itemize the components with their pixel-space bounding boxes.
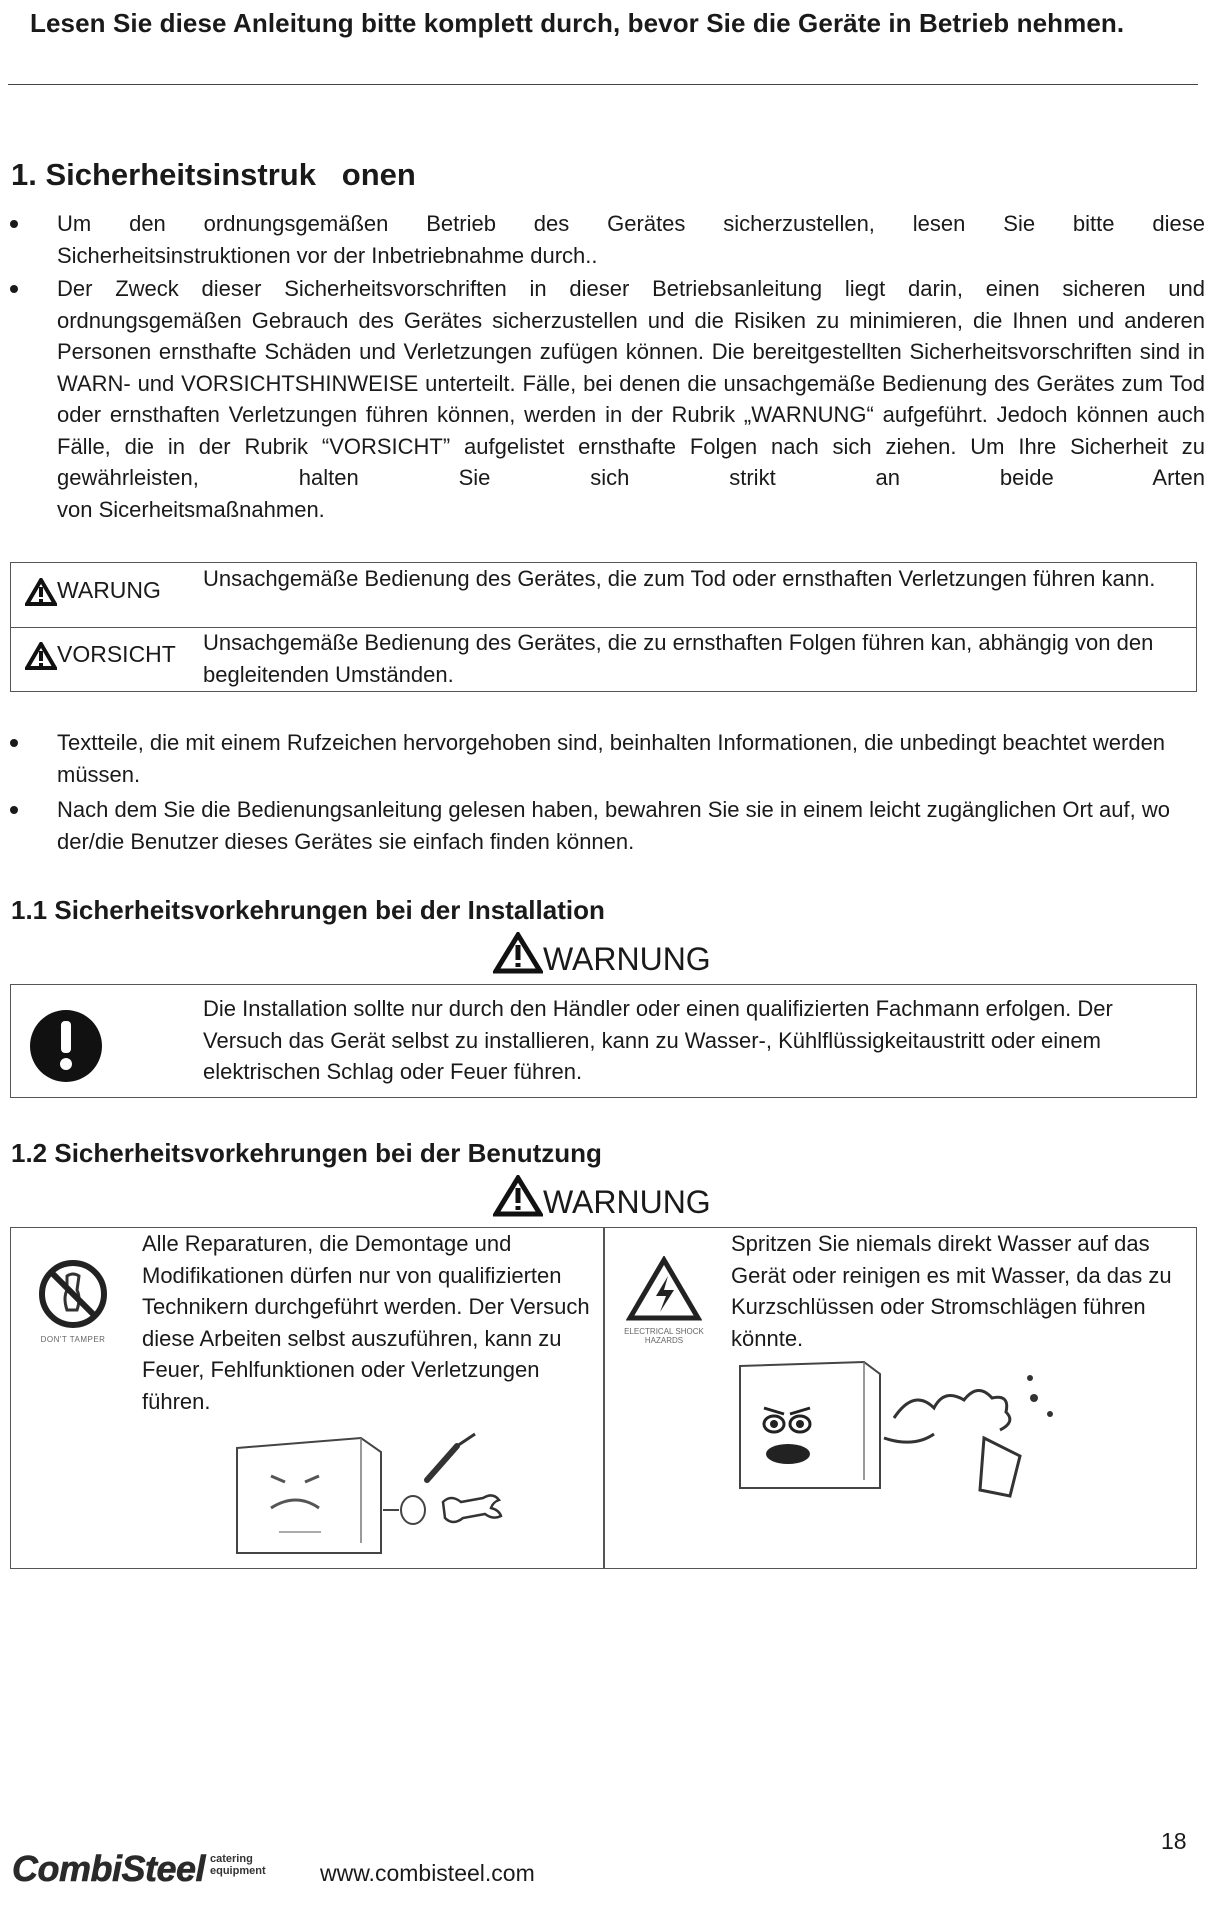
legend-label: VORSICHT [57,641,176,667]
warning-triangle-icon [25,578,57,606]
icon-caption: DON'T TAMPER [40,1335,106,1344]
legend-description: Unsachgemäße Bedienung des Gerätes, die zu ernsthaften Folgen führen kan, abhängig von den begleitenden Umständen. [203,630,1154,687]
warning-triangle-icon [493,932,543,974]
bullet-dot [10,806,18,814]
bullet-first-line: Um den ordnungsgemäßen Betrieb des Gerätes sicherzustellen, lesen Sie bitte diese [57,211,1205,236]
warning-legend-table [10,562,1197,692]
repair-warning-cell [11,1228,603,1568]
website-link[interactable]: www.combisteel.com [320,1860,535,1886]
section-title: 1. Sicherheitsinstruk onen [11,157,416,192]
installation-warning-box [10,984,1197,1098]
icon-caption: ELECTRICAL SHOCK HAZARDS [624,1327,704,1345]
warning-triangle-icon [493,1175,543,1217]
water-splash-illustration [734,1358,1064,1508]
warning-banner-label: WARNUNG [543,941,711,977]
header-divider [8,84,1198,85]
list-item [10,208,1205,271]
usage-warning-table [10,1227,1197,1569]
page-number: 18 [1161,1828,1187,1854]
bullet-text: Sicherheitsinstruktionen vor der Inbetriebnahme durch.. [57,242,598,268]
no-tamper-sign [25,1258,121,1344]
list-item [10,794,1205,857]
logo-tagline-2: equipment [210,1865,266,1877]
water-warning-cell [604,1228,1196,1568]
electric-shock-icon [626,1256,702,1322]
bullet-text: Nach dem Sie die Bedienungsanleitung gelesen haben, bewahren Sie sie in einem leicht zugänglichen Ort auf, wo der/die Benutzer dieses Gerätes sie einfach finden können. [57,797,1170,854]
bullet-dot [10,220,18,228]
subsection-title-installation: 1.1 Sicherheitsvorkehrungen bei der Installation [11,895,605,925]
water-warning-text: Spritzen Sie niemals direkt Wasser auf das Gerät oder reinigen es mit Wasser, da das zu Kurzschlüssen oder Stromschlägen führen könnte. [731,1231,1172,1351]
warning-banner [493,1175,711,1221]
exclamation-icon [29,1009,103,1083]
warning-banner [493,932,711,978]
legend-label-cell [25,577,161,606]
legend-label: WARUNG [57,577,161,603]
electric-shock-sign [616,1256,712,1345]
bullet-text-last-line: von Sicerheitsmaßnahmen. [57,496,325,522]
repair-warning-text: Alle Reparaturen, die Demontage und Modifikationen dürfen nur von qualifizierten Technikern durchgeführt werden. Der Versuch diese Arbeiten selbst auszuführen, kann zu Feuer, Fehlfunktionen oder Verletzungen führen. [142,1231,590,1414]
installation-warning-text: Die Installation sollte nur durch den Händler oder einen qualifizierten Fachmann erfolgen. Der Versuch das Gerät selbst zu installieren, kann zu Wasser-, Kühlflüssigkeitaustritt oder einem elektrischen Schlag oder Feuer führen. [203,996,1113,1084]
bullet-dot [10,285,18,293]
tampering-box-illustration [231,1428,521,1558]
list-item [10,727,1205,790]
legend-row-caution [11,627,1196,691]
list-item [10,273,1205,525]
combisteel-logo [12,1848,312,1894]
legend-description: Unsachgemäße Bedienung des Gerätes, die zum Tod oder ernsthaften Verletzungen führen kann. [203,566,1156,591]
warning-banner-label: WARNUNG [543,1184,711,1220]
legend-row-warning [11,563,1196,628]
legend-label-cell [25,641,176,670]
logo-wordmark: CombiSteel [12,1848,206,1889]
bullet-dot [10,739,18,747]
logo-tagline-1: catering [210,1853,253,1865]
notes-bullet-list [10,727,1205,859]
warning-triangle-icon [25,642,57,670]
no-tamper-icon [37,1258,109,1330]
bullet-text: Der Zweck dieser Sicherheitsvorschriften in dieser Betriebsanleitung liegt darin, einen sicheren und ordnungsgemäßen Gebrauch des Gerätes sicherzustellen und die Risiken zu minimieren, die Ihnen und anderen Personen ernsthafte Schäden und Verletzungen zufügen können. Die bereitgestellten Sicherheitsvorschriften sind in WARN- und VORSICHTSHINWEISE unterteilt. Fälle, bei denen die unsachgemäße Bedienung des Gerätes zum Tod oder ernsthaften Verletzungen führen können, werden in der Rubrik „WARNUNG“ aufgeführt. Jedoch können auch Fälle, die in der Rubrik “VORSICHT” aufgelistet ernsthafte Folgen nach sich ziehen. Um Ihre Sicherheit zu gewährleisten, halten Sie sich strikt an beide Arten [57,276,1205,490]
subsection-title-usage: 1.2 Sicherheitsvorkehrungen bei der Benutzung [11,1138,602,1168]
document-header: Lesen Sie diese Anleitung bitte komplett durch, bevor Sie die Geräte in Betrieb nehmen. [30,8,1125,38]
intro-bullet-list [10,208,1205,527]
bullet-text: Textteile, die mit einem Rufzeichen hervorgehoben sind, beinhalten Informationen, die unbedingt beachtet werden müssen. [57,730,1166,787]
